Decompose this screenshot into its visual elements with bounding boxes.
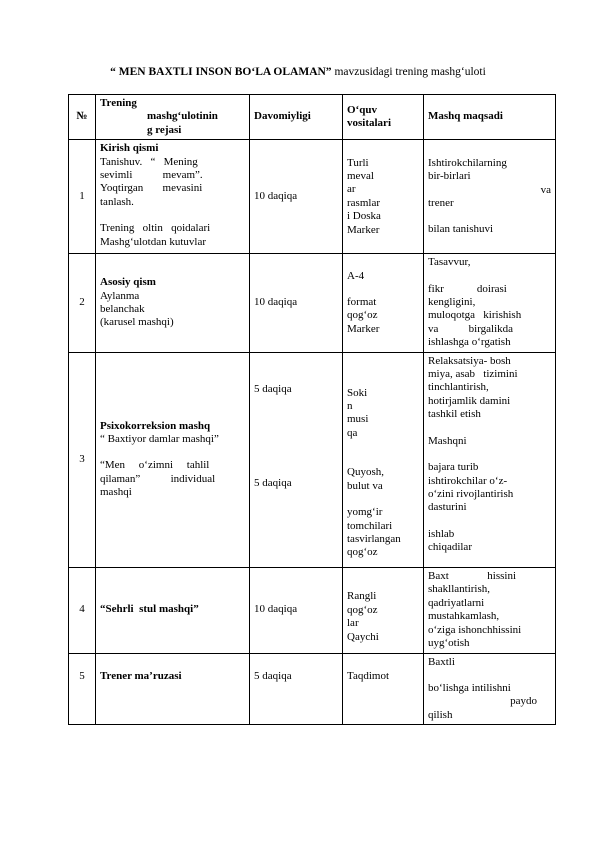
header-plan-line1: Trening xyxy=(100,97,137,109)
row-goal xyxy=(424,567,556,653)
goal-line: o‘ziga ishonchhissini xyxy=(428,623,522,636)
plan-line: Mashg‘ulotdan kutuvlar xyxy=(100,235,207,248)
row-plan xyxy=(96,653,250,725)
plan-line: mashqi xyxy=(100,486,132,499)
row-goal xyxy=(424,653,556,725)
row-num: 2 xyxy=(69,254,96,352)
goal-line: hotirjamlik damini xyxy=(428,394,511,407)
duration-1: 5 daqiqa xyxy=(254,382,292,395)
goal-line: miya, asab tizimini xyxy=(428,368,518,381)
tool-line: qog‘oz xyxy=(347,309,378,322)
table-row xyxy=(69,254,556,352)
header-plan-line2: mashg‘ulotinin xyxy=(147,110,218,123)
training-plan-table xyxy=(68,94,556,725)
goal-line: qadriyatlarni xyxy=(428,596,485,609)
table-row xyxy=(69,653,556,725)
goal-line: qilish xyxy=(428,708,453,721)
header-duration: Davomiyligi xyxy=(250,95,343,140)
row-num: 1 xyxy=(69,140,96,254)
row-goal xyxy=(424,254,556,352)
plan-line: Aylanma xyxy=(100,289,140,302)
tool-line: A-4 xyxy=(347,269,365,282)
header-tools xyxy=(343,95,424,140)
header-plan-line3: g rejasi xyxy=(147,123,182,136)
tool-line: Rangli xyxy=(347,590,377,603)
goal-line: Baxt hissini xyxy=(428,569,517,582)
plan-line: (karusel mashqi) xyxy=(100,316,174,329)
tool-line: bulut va xyxy=(347,479,383,492)
row-goal xyxy=(424,352,556,567)
goal-line: shakllantirish, xyxy=(428,583,491,596)
goal-line: tinchlantirish, xyxy=(428,381,489,394)
goal-line: dasturini xyxy=(428,501,467,514)
tool-line: meval xyxy=(347,169,374,182)
header-goal: Mashq maqsadi xyxy=(424,95,556,140)
goal-line: uyg‘otish xyxy=(428,636,470,649)
tool-line: qog‘oz xyxy=(347,603,378,616)
row-plan xyxy=(96,140,250,254)
plan-line: Tanishuv. “ Mening xyxy=(100,155,198,168)
duration-2: 5 daqiqa xyxy=(254,477,292,490)
tool-line: lar xyxy=(347,617,359,630)
plan-line: “Men o‘zimni tahlil xyxy=(100,459,210,472)
plan-line: qilaman” individual xyxy=(100,472,216,485)
goal-line: o‘zini rivojlantirish xyxy=(428,487,514,500)
row-plan xyxy=(96,254,250,352)
tool-line: Turli xyxy=(347,156,369,169)
goal-line: bir-birlari xyxy=(428,170,471,183)
tool-line: tomchilari xyxy=(347,519,393,532)
goal-line: va birgalikda xyxy=(428,322,514,335)
row-duration: 10 daqiqa xyxy=(250,567,343,653)
title-bold: “ MEN BAXTLI INSON BO‘LA OLAMAN” xyxy=(110,66,332,78)
goal-line: Tasavvur, xyxy=(428,256,471,269)
row-num: 3 xyxy=(69,352,96,567)
row-num: 4 xyxy=(69,567,96,653)
header-num: № xyxy=(69,95,96,140)
table-row xyxy=(69,140,556,254)
title-rest: mavzusidagi trening mashg‘uloti xyxy=(331,66,486,78)
row-num: 5 xyxy=(69,653,96,725)
row-goal xyxy=(424,140,556,254)
tool-line: musi xyxy=(347,413,369,426)
plan-title: “Sehrli stul mashqi” xyxy=(100,603,199,616)
header-plan xyxy=(96,95,250,140)
tool-line: Quyosh, xyxy=(347,466,384,479)
tool-line: n xyxy=(347,400,353,413)
plan-title: Trener ma’ruzasi xyxy=(100,669,182,682)
plan-title: Kirish qismi xyxy=(100,142,159,155)
goal-line: fikr doirasi xyxy=(428,282,507,295)
tool-line: tasvirlangan xyxy=(347,532,401,545)
header-tools-line1: O‘quv xyxy=(347,103,377,116)
table-row xyxy=(69,567,556,653)
goal-line: ishlab xyxy=(428,527,455,540)
table-row xyxy=(69,352,556,567)
goal-line: bajara turib xyxy=(428,461,479,474)
goal-line: Ishtirokchilarning xyxy=(428,156,507,169)
goal-line: trener xyxy=(428,196,454,209)
plan-line: belanchak xyxy=(100,302,145,315)
row-tools xyxy=(343,254,424,352)
plan-line: sevimli mevam”. xyxy=(100,169,203,182)
tool-line: ar xyxy=(347,183,356,196)
tool-line: i Doska xyxy=(347,210,381,223)
row-tools xyxy=(343,567,424,653)
goal-line: tashkil etish xyxy=(428,408,481,421)
plan-line: Yoqtirgan mevasini xyxy=(100,182,203,195)
goal-line: muloqotga kirishish xyxy=(428,309,522,322)
document-title xyxy=(0,66,596,78)
goal-line: mustahkamlash, xyxy=(428,610,500,623)
tool-line: format xyxy=(347,296,377,309)
tool-line: qog‘oz xyxy=(347,546,378,559)
row-duration: 10 daqiqa xyxy=(250,140,343,254)
goal-line: Relaksatsiya- bosh xyxy=(428,354,511,367)
plan-line: Trening oltin qoidalari xyxy=(100,222,211,235)
tool-line: qa xyxy=(347,426,358,439)
goal-line: Baxtli xyxy=(428,655,455,668)
tool-line: rasmlar xyxy=(347,196,380,209)
plan-line: “ Baxtiyor damlar mashqi” xyxy=(100,433,219,446)
row-duration: 5 daqiqa xyxy=(250,653,343,725)
tool-line: Marker xyxy=(347,223,380,236)
tool-line: Soki xyxy=(347,386,368,399)
goal-line: ishtirokchilar o‘z- xyxy=(428,474,508,487)
row-duration xyxy=(250,352,343,567)
row-tools xyxy=(343,140,424,254)
goal-line: bilan tanishuvi xyxy=(428,223,494,236)
goal-line: ishlashga o‘rgatish xyxy=(428,336,511,349)
row-tools: Taqdimot xyxy=(343,653,424,725)
row-duration: 10 daqiqa xyxy=(250,254,343,352)
goal-line: kengligini, xyxy=(428,296,476,309)
tool-line: Qaychi xyxy=(347,630,379,643)
row-plan xyxy=(96,567,250,653)
plan-line: tanlash. xyxy=(100,195,134,208)
tool-line: Marker xyxy=(347,322,380,335)
goal-line: va xyxy=(540,183,551,196)
tool-line: yomg‘ir xyxy=(347,506,383,519)
row-plan xyxy=(96,352,250,567)
row-tools xyxy=(343,352,424,567)
goal-line: paydo xyxy=(510,695,537,708)
goal-line: chiqadilar xyxy=(428,541,472,554)
header-tools-line2: vositalari xyxy=(347,117,391,130)
goal-line: bo‘lishga intilishni xyxy=(428,682,511,695)
plan-title: Psixokorreksion mashq xyxy=(100,419,211,432)
goal-line: Mashqni xyxy=(428,434,467,447)
plan-title: Asosiy qism xyxy=(100,276,156,289)
table-header-row xyxy=(69,95,556,140)
